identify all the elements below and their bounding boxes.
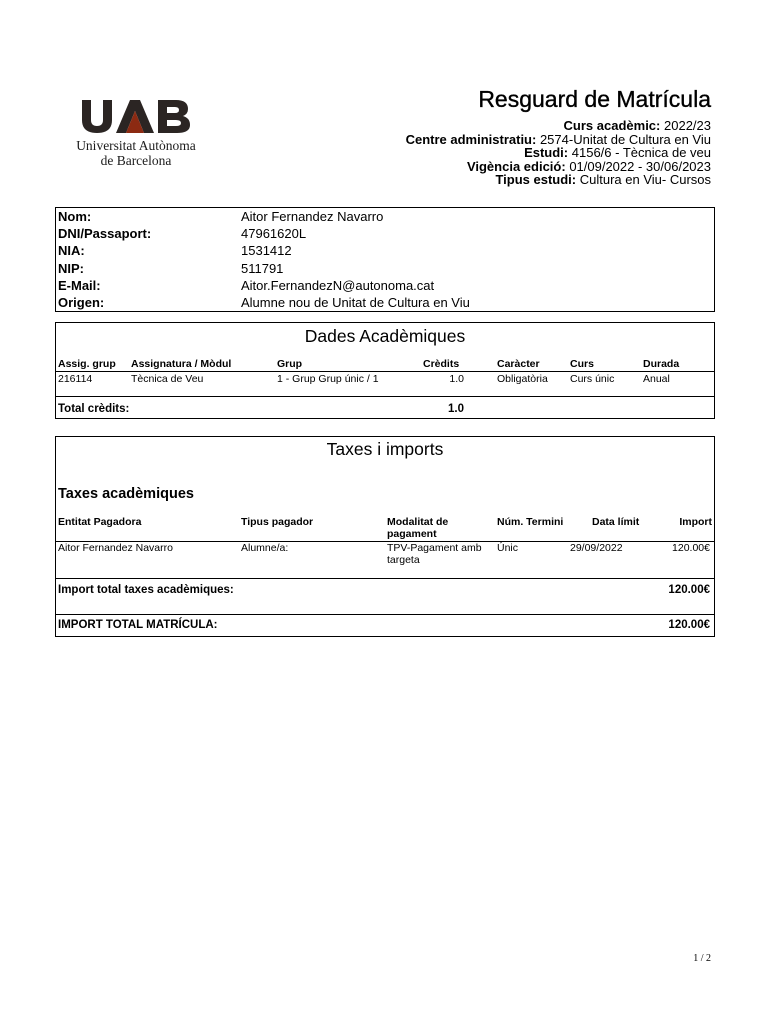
subsection-title: Taxes acadèmiques	[58, 486, 194, 502]
field-value: Alumne nou de Unitat de Cultura en Viu	[241, 294, 470, 310]
header-info	[406, 119, 711, 187]
col-header-grup: Grup	[277, 358, 303, 370]
field-label: E-Mail:	[58, 277, 101, 293]
header-row-curs	[406, 119, 711, 133]
field-label: NIA:	[58, 243, 85, 259]
col-header-data: Data límit	[592, 516, 640, 528]
col-header-termini: Núm. Termini	[497, 516, 564, 528]
col-header-assignatura: Assignatura / Mòdul	[131, 358, 232, 370]
field-label: NIP:	[58, 260, 84, 276]
table-divider	[56, 396, 714, 397]
header-label: Tipus estudi:	[495, 172, 577, 188]
academic-data-box	[55, 322, 715, 419]
personal-row-nip	[56, 260, 714, 277]
uab-logo-mark	[82, 98, 192, 134]
total-taxes-value: 120.00€	[668, 584, 710, 596]
cell-modalitat-line1: TPV-Pagament amb	[387, 542, 482, 554]
section-title: Dades Acadèmiques	[304, 326, 466, 346]
col-header-curs: Curs	[570, 358, 594, 370]
document-title: Resguard de Matrícula	[478, 86, 711, 112]
personal-row-dni	[56, 225, 714, 242]
table-divider	[56, 371, 714, 372]
logo-text-line1: Universitat Autònoma	[76, 138, 196, 153]
col-header-caracter: Caràcter	[497, 358, 540, 370]
col-header-durada: Durada	[643, 358, 680, 370]
uab-logo	[56, 92, 216, 174]
cell-credits: 1.0	[449, 373, 464, 385]
field-label: Origen:	[58, 294, 105, 310]
header-row-vigencia	[406, 160, 711, 174]
table-divider	[56, 578, 714, 579]
total-credits-label: Total crèdits:	[58, 403, 130, 415]
personal-data-box	[55, 207, 715, 312]
cell-data-limit: 29/09/2022	[570, 542, 623, 554]
taxes-box	[55, 436, 715, 637]
email-value: Aitor.FernandezN@autonoma.cat	[241, 277, 435, 293]
col-header-credits: Crèdits	[423, 358, 460, 370]
field-label: DNI/Passaport:	[58, 226, 152, 242]
cell-tipus: Alumne/a:	[241, 542, 289, 554]
personal-row-email	[56, 277, 714, 294]
cell-termini: Únic	[497, 542, 519, 554]
cell-assig-grup: 216114	[58, 373, 93, 385]
header-row-estudi	[406, 146, 711, 160]
field-value: 47961620L	[241, 226, 307, 242]
header-label: Centre administratiu:	[405, 131, 537, 147]
header-label: Curs acadèmic:	[563, 118, 661, 133]
header-value: Cultura en Viu- Cursos	[579, 172, 711, 188]
col-header-modalitat-line1: Modalitat de	[387, 516, 449, 528]
cell-entitat: Aitor Fernandez Navarro	[58, 542, 173, 554]
total-matricula-label: IMPORT TOTAL MATRÍCULA:	[58, 619, 218, 631]
personal-row-nia	[56, 242, 714, 259]
cell-import: 120.00€	[672, 542, 710, 554]
col-header-assig-grup: Assig. grup	[58, 358, 116, 370]
cell-grup: 1 - Grup Grup únic / 1	[277, 373, 379, 385]
page-number: 1 / 2	[693, 953, 711, 964]
cell-curs: Curs únic	[570, 373, 615, 385]
cell-modalitat-line2: targeta	[387, 553, 420, 566]
header-value: 4156/6 - Tècnica de veu	[571, 145, 711, 161]
cell-durada: Anual	[643, 373, 670, 385]
field-value: 511791	[241, 260, 284, 276]
personal-row-origen	[56, 294, 714, 311]
table-divider	[56, 614, 714, 615]
header-row-centre	[406, 133, 711, 147]
header-row-tipus	[406, 173, 711, 187]
total-taxes-label: Import total taxes acadèmiques:	[58, 584, 234, 596]
logo-text-line2: de Barcelona	[100, 153, 172, 168]
cell-assignatura: Tècnica de Veu	[131, 373, 204, 385]
field-value: 1531412	[241, 243, 292, 259]
cell-caracter: Obligatòria	[497, 373, 548, 385]
total-matricula-value: 120.00€	[668, 619, 710, 631]
header-value: 2574-Unitat de Cultura en Viu	[539, 131, 711, 147]
cell-modalitat	[387, 543, 482, 566]
col-header-modalitat	[387, 517, 448, 540]
col-header-modalitat-line2: pagament	[387, 527, 437, 540]
personal-row-nom	[56, 208, 714, 225]
col-header-tipus: Tipus pagador	[241, 516, 314, 528]
section-title: Taxes i imports	[326, 439, 444, 459]
total-credits-value: 1.0	[448, 403, 464, 415]
col-header-import: Import	[679, 516, 712, 528]
header-value: 2022/23	[664, 118, 711, 133]
header-label: Vigència edició:	[466, 158, 566, 174]
col-header-entitat: Entitat Pagadora	[58, 516, 142, 528]
header-label: Estudi:	[524, 145, 569, 161]
field-label: Nom:	[58, 209, 92, 224]
header-value: 01/09/2022 - 30/06/2023	[569, 158, 711, 174]
field-value: Aitor Fernandez Navarro	[241, 209, 384, 224]
